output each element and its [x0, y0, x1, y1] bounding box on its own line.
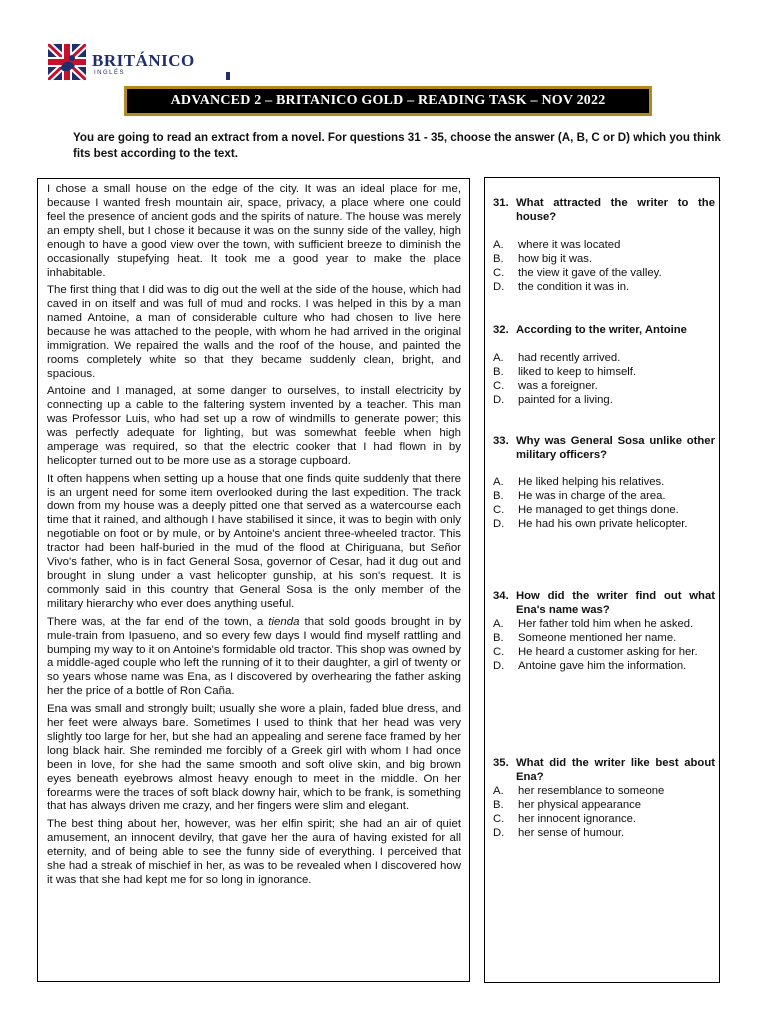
option-letter: B.: [493, 799, 504, 811]
answer-option[interactable]: [493, 238, 715, 252]
passage-p5-start: There was, at the far end of the town, a: [47, 615, 269, 628]
question-text: According to the writer, Antoine: [516, 324, 687, 336]
question-33: [493, 434, 715, 531]
option-letter: C.: [493, 646, 505, 658]
option-letter: A.: [493, 239, 504, 251]
title-banner: [124, 86, 652, 116]
option-text: the view it gave of the valley.: [518, 267, 662, 279]
option-letter: D.: [493, 827, 505, 839]
answer-option[interactable]: [493, 252, 715, 266]
answer-option[interactable]: [493, 266, 715, 280]
question-text: Why was General Sosa unlike other military officers?: [516, 435, 715, 461]
answer-option[interactable]: [493, 475, 715, 489]
questions-panel: [484, 177, 720, 983]
answer-options: [493, 351, 715, 407]
option-letter: A.: [493, 785, 504, 797]
question-text: How did the writer find out what Ena's name was?: [516, 590, 715, 616]
option-text: Antoine gave him the information.: [518, 660, 687, 672]
option-text: her resemblance to someone: [518, 785, 665, 797]
option-letter: C.: [493, 267, 505, 279]
option-letter: A.: [493, 476, 504, 488]
question-32: [493, 323, 715, 407]
answer-option[interactable]: [493, 489, 715, 503]
passage-paragraph-1: I chose a small house on the edge of the city. It was an ideal place for me, because I wanted fresh mountain air, space, privacy, a place where one could feel the presence of ancient gods and the spirits of nature. The house was merely an empty shell, but I chose it because it was on the sunny side of the valley, high enough to have a good view over the town, with sufficient breeze to diminish the occasionally stupefying heat. It took me a good year to make the place inhabitable.: [47, 183, 461, 279]
passage-paragraph-4: It often happens when setting up a house that one finds quite suddenly that there is an urgent need for some item overlooked during the last expedition. The track down from my house was a deeply pitted one that served as a watercourse each time that it rained, and although I have stabilised it since, it was to begin with only negotiable on foot or by mule, or by Antoine's ancient three-wheeled tractor. This tractor had been half-buried in the mud of the flood at Chiriguana, but Señor Vivo's father, who is in fact General Sosa, governor of Cesar, had it dug out and brought in slung under a vast helicopter gunship, at his son's request. It is commonly said in this country that General Sosa is the only member of the military hierarchy who ever does anything useful.: [47, 472, 461, 611]
question-number: 34.: [493, 590, 509, 602]
option-letter: D.: [493, 394, 505, 406]
option-text: her physical appearance: [518, 799, 642, 811]
answer-option[interactable]: [493, 659, 715, 673]
answer-option[interactable]: [493, 503, 715, 517]
option-letter: C.: [493, 504, 505, 516]
union-jack-logo-icon: [48, 44, 86, 80]
answer-option[interactable]: [493, 798, 715, 812]
passage-paragraph-2: The first thing that I did was to dig out the well at the side of the house, which had caved in on itself and was full of mud and rocks. I was helped in this by a man named Antoine, a man of considerable culture who had chosen to live here because he was attached to the people, with whom he had arrived in the original immigration. We repaired the walls and the roof of the house, and painted the rooms completely white so that they became suddenly clean, bright, and spacious.: [47, 284, 461, 380]
question-31: [493, 196, 715, 294]
question-number: 35.: [493, 757, 509, 769]
option-letter: B.: [493, 490, 504, 502]
option-text: He had his own private helicopter.: [518, 518, 688, 530]
passage-paragraph-7: The best thing about her, however, was her elfin spirit; she had an air of quiet amusement, an innocent devilry, that gave her the aura of having existed for all eternity, and of being able to see the funny side of everything. I perceived that she had a streak of mischief in her, as was to be revealed when I discovered how it was that she had kept me for so long in ignorance.: [47, 817, 461, 886]
logo-accent-line: [226, 72, 230, 80]
option-letter: A.: [493, 352, 504, 364]
option-letter: B.: [493, 366, 504, 378]
answer-option[interactable]: [493, 280, 715, 294]
option-text: He managed to get things done.: [518, 504, 679, 516]
passage-p5-end: that sold goods brought in by mule-train from Ipasueno, and so every few days I would find myself rattling and bumping my way to it on Antoine's formidable old tractor. This shop was owned by a middle-aged couple who left the running of it to their daughter, a girl of twenty or so years whose name was Ena, as I discovered by overhearing the father asking her the price of a bottle of Ron Caña.: [47, 615, 461, 698]
option-letter: C.: [493, 813, 505, 825]
option-letter: C.: [493, 380, 505, 392]
question-34: [493, 589, 715, 673]
answer-option[interactable]: [493, 826, 715, 840]
option-text: Someone mentioned her name.: [518, 632, 677, 644]
option-text: painted for a living.: [518, 394, 613, 406]
answer-option[interactable]: [493, 645, 715, 659]
option-text: had recently arrived.: [518, 352, 621, 364]
option-text: was a foreigner.: [518, 380, 598, 392]
question-number: 31.: [493, 197, 509, 209]
option-letter: D.: [493, 660, 505, 672]
answer-option[interactable]: [493, 784, 715, 798]
answer-option[interactable]: [493, 351, 715, 365]
answer-option[interactable]: [493, 812, 715, 826]
question-number: 32.: [493, 324, 509, 336]
option-letter: D.: [493, 518, 505, 530]
option-text: how big it was.: [518, 253, 593, 265]
option-text: her sense of humour.: [518, 827, 625, 839]
passage-paragraph-6: Ena was small and strongly built; usually she wore a plain, faded blue dress, and her feet were always bare. Sometimes I used to think that her head was very slightly too large for her, but she had an appealing and serene face framed by her long black hair. She reminded me forcibly of a Greek girl with whom I had once been in love, for she had the same smooth and soft olive skin, and big brown eyes beneath eyebrows almost heavy enough to meet in the middle. On her forearms were the traces of soft black downy hair, which to be frank, is something that has always driven me crazy, and her fingers were slim and elegant.: [47, 702, 461, 813]
question-35: [493, 756, 715, 840]
answer-option[interactable]: [493, 393, 715, 407]
option-letter: A.: [493, 618, 504, 630]
passage-p5-italic: tienda: [268, 615, 300, 628]
page-title: ADVANCED 2 – BRITANICO GOLD – READING TASK – NOV 2022: [127, 89, 649, 113]
question-stem: [493, 434, 715, 462]
option-text: liked to keep to himself.: [518, 366, 637, 378]
option-text: He heard a customer asking for her.: [518, 646, 698, 658]
option-text: He liked helping his relatives.: [518, 476, 665, 488]
question-number: 33.: [493, 435, 509, 447]
option-letter: B.: [493, 632, 504, 644]
logo-subtitle: INGLÉS: [94, 70, 126, 76]
answer-option[interactable]: [493, 617, 715, 631]
answer-options: [493, 617, 715, 673]
answer-option[interactable]: [493, 365, 715, 379]
passage-paragraph-3: Antoine and I managed, at some danger to ourselves, to install electricity by connecting up a cable to the faltering system invented by a teacher. This man was Professor Luis, who had set up a row of windmills to generate power; this was perfectly adequate for lighting, but was somewhat feeble when high amperage was required, so that the electric cooker that I had flown in by helicopter turned out to be more use as a storage cupboard.: [47, 385, 461, 468]
answer-option[interactable]: [493, 631, 715, 645]
option-letter: D.: [493, 281, 505, 293]
answer-option[interactable]: [493, 379, 715, 393]
question-stem: [493, 756, 715, 784]
option-text: where it was located: [518, 239, 621, 251]
instructions: You are going to read an extract from a novel. For questions 31 - 35, choose the answer (A, B, C or D) which you think fits best according to the text.: [73, 131, 721, 160]
question-stem: [493, 323, 715, 337]
passage-paragraph-5: [47, 616, 461, 700]
britanico-logo: [48, 44, 208, 84]
option-text: her innocent ignorance.: [518, 813, 637, 825]
option-letter: B.: [493, 253, 504, 265]
option-text: the condition it was in.: [518, 281, 630, 293]
question-stem: [493, 589, 715, 617]
answer-options: [493, 784, 715, 840]
question-stem: [493, 196, 715, 224]
answer-option[interactable]: [493, 517, 715, 531]
logo-brand-name: BRITÁNICO: [92, 51, 195, 70]
question-text: What attracted the writer to the house?: [516, 197, 715, 223]
answer-options: [493, 238, 715, 294]
answer-options: [493, 475, 715, 531]
reading-passage: [37, 178, 470, 982]
option-text: He was in charge of the area.: [518, 490, 666, 502]
question-text: What did the writer like best about Ena?: [516, 757, 715, 783]
option-text: Her father told him when he asked.: [518, 618, 694, 630]
